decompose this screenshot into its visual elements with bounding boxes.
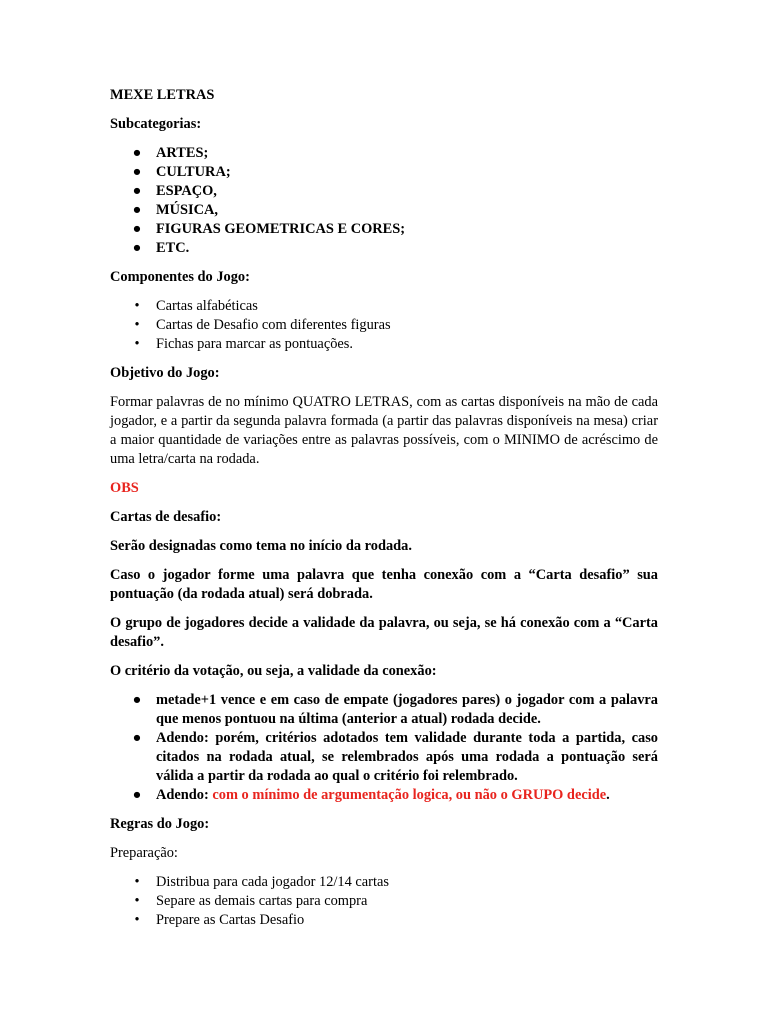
bullet-icon: ● [132,221,142,237]
bullet-icon: • [134,893,140,909]
preparation-label: Preparação: [110,845,178,861]
obs-label: OBS [110,480,139,496]
list-item: • Fichas para marcar as pontuações. [110,335,658,354]
document-page [110,86,658,940]
bullet-icon: ● [132,692,142,708]
subcategories-list [110,144,658,258]
list-item: • Cartas de Desafio com diferentes figuras [110,316,658,335]
objective-text: Formar palavras de no mínimo QUATRO LETRAS, com as cartas disponíveis na mão de cada jogador, e a partir da segunda palavra formada (a partir das palavras disponíveis na mesa) criar a maior quantidade de variações entre as palavras possíveis, com o MINIMO de acréscimo de uma letra/carta na rodada. [110,394,658,467]
list-item: ● Adendo: porém, critérios adotados tem validade durante toda a partida, caso citados na rodada atual, se relembrados após uma rodada a pontuação será válida a partir da rodada ao qual o critério foi relembrado. [132,730,658,784]
list-item: ● MÚSICA, [132,202,218,218]
list-item: ● ETC. [132,240,190,256]
list-item: ● metade+1 vence e em caso de empate (jogadores pares) o jogador com a palavra que menos pontuou na última (anterior a atual) rodada decide. [132,692,658,727]
bullet-icon: ● [132,164,142,180]
challenge-paragraph-3: O grupo de jogadores decide a validade da palavra, ou seja, se há conexão com a “Carta desafio”. [110,615,658,650]
bullet-icon: ● [132,183,142,199]
challenge-paragraph-1: Serão designadas como tema no início da rodada. [110,538,412,554]
preparation-list [110,873,658,930]
bullet-icon: ● [132,787,142,803]
bullet-icon: • [134,912,140,928]
list-item: ● FIGURAS GEOMETRICAS E CORES; [132,221,406,237]
components-list [110,297,658,354]
components-heading: Componentes do Jogo: [110,269,250,285]
rules-heading: Regras do Jogo: [110,816,210,832]
challenge-heading: Cartas de desafio: [110,509,222,525]
criteria-heading: O critério da votação, ou seja, a validade da conexão: [110,663,437,679]
criteria-3-suffix: . [606,787,610,803]
criteria-3-highlight: com o mínimo de argumentação logica, ou não o GRUPO decide [212,787,607,803]
list-item: • Cartas alfabéticas [110,297,658,316]
list-item: ● ESPAÇO, [132,183,217,199]
bullet-icon: ● [132,145,142,161]
list-item: • Distribua para cada jogador 12/14 cartas [110,873,658,892]
challenge-paragraph-2: Caso o jogador forme uma palavra que tenha conexão com a “Carta desafio” sua pontuação (da rodada atual) será dobrada. [110,567,658,602]
list-item: ● ARTES; [132,145,209,161]
bullet-icon: • [134,298,140,314]
bullet-icon: ● [132,240,142,256]
bullet-icon: ● [132,202,142,218]
list-item [110,786,658,805]
criteria-list [110,691,658,805]
criteria-3-prefix: Adendo: [156,787,213,803]
bullet-icon: • [134,317,140,333]
bullet-icon: ● [132,730,142,746]
list-item: ● CULTURA; [132,164,231,180]
document-title: MEXE LETRAS [110,87,215,103]
subcategories-heading: Subcategorias: [110,116,202,132]
objective-heading: Objetivo do Jogo: [110,365,220,381]
list-item: • Prepare as Cartas Desafio [110,911,658,930]
list-item: • Separe as demais cartas para compra [110,892,658,911]
bullet-icon: • [134,336,140,352]
bullet-icon: • [134,874,140,890]
